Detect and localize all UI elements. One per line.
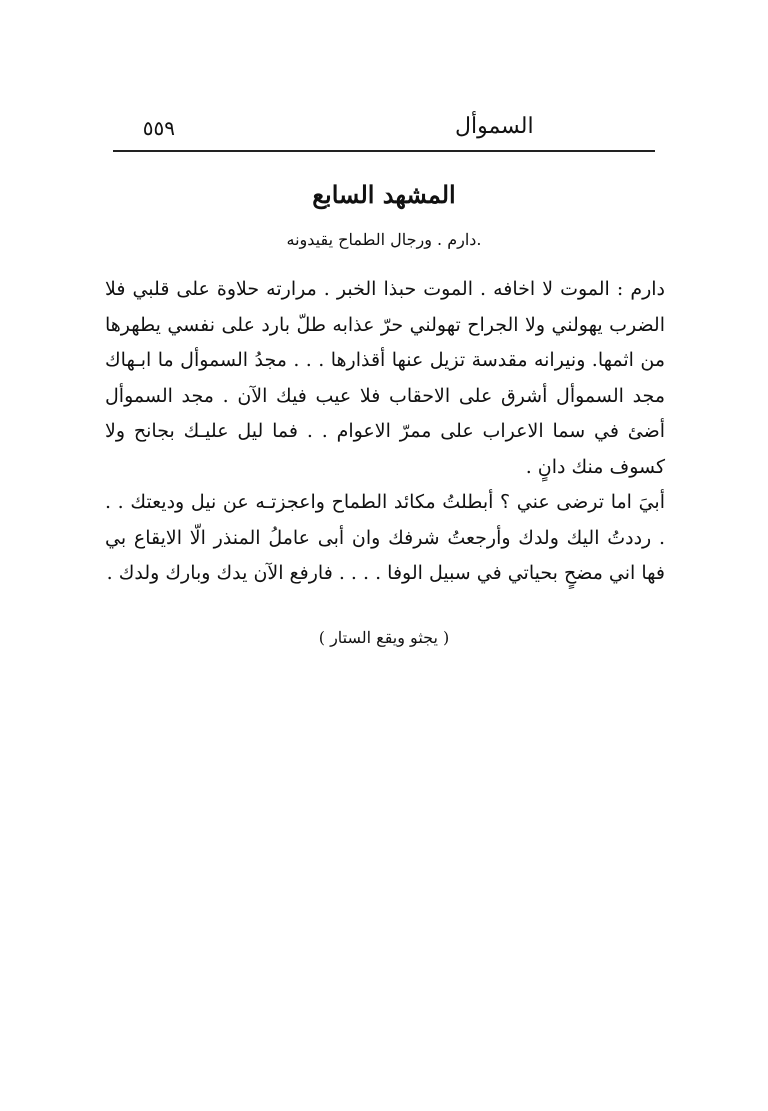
scene-title: المشهد السابع [312, 180, 456, 209]
running-title: السموأل [455, 114, 534, 139]
speaker-name: دارم : [616, 278, 666, 300]
speech-paragraph [105, 272, 665, 485]
page-number: ٥٥٩ [142, 116, 175, 140]
speech-text: أبيَ اما ترضى عني ؟ أبطلتُ مكائد الطماح واعجزتـه عن نيل وديعتك . . . رددتُ اليك ولدك وأرجعتُ شرفك وان أبى عاملُ المنذر الّا الايقاع بي فها اني مضحٍ بحياتي في سبيل الوفا . . . . فارفع الآن يدك وبارك ولدك . [105, 491, 665, 584]
speech-text: الموت لا اخافه . الموت حبذا الخبر . مرارته حلاوة على قلبي فلا الضرب يهولني ولا الجراح تهولني حرّ عذابه طلّ بارد على نفسي يطهرها من اثمها. ونيرانه مقدسة تزيل عنها أقذارها . . . مجدُ السموأل ما ابـهاك مجد السموأل أشرق على الاحقاب فلا عيب فيك الآن . مجد السموأل أضئ في سما الاعراب على ممرّ الاعوام . . فما ليل عليـك بجانح ولا كسوف منك دانٍ . [105, 278, 665, 478]
closing-stage-direction: ( يجثو ويقع الستار ) [318, 628, 450, 647]
stage-direction: .دارم . ورجال الطماح يقيدونه [286, 230, 482, 249]
page-header [113, 112, 655, 146]
header-rule [113, 150, 655, 152]
speech-paragraph [105, 485, 665, 592]
